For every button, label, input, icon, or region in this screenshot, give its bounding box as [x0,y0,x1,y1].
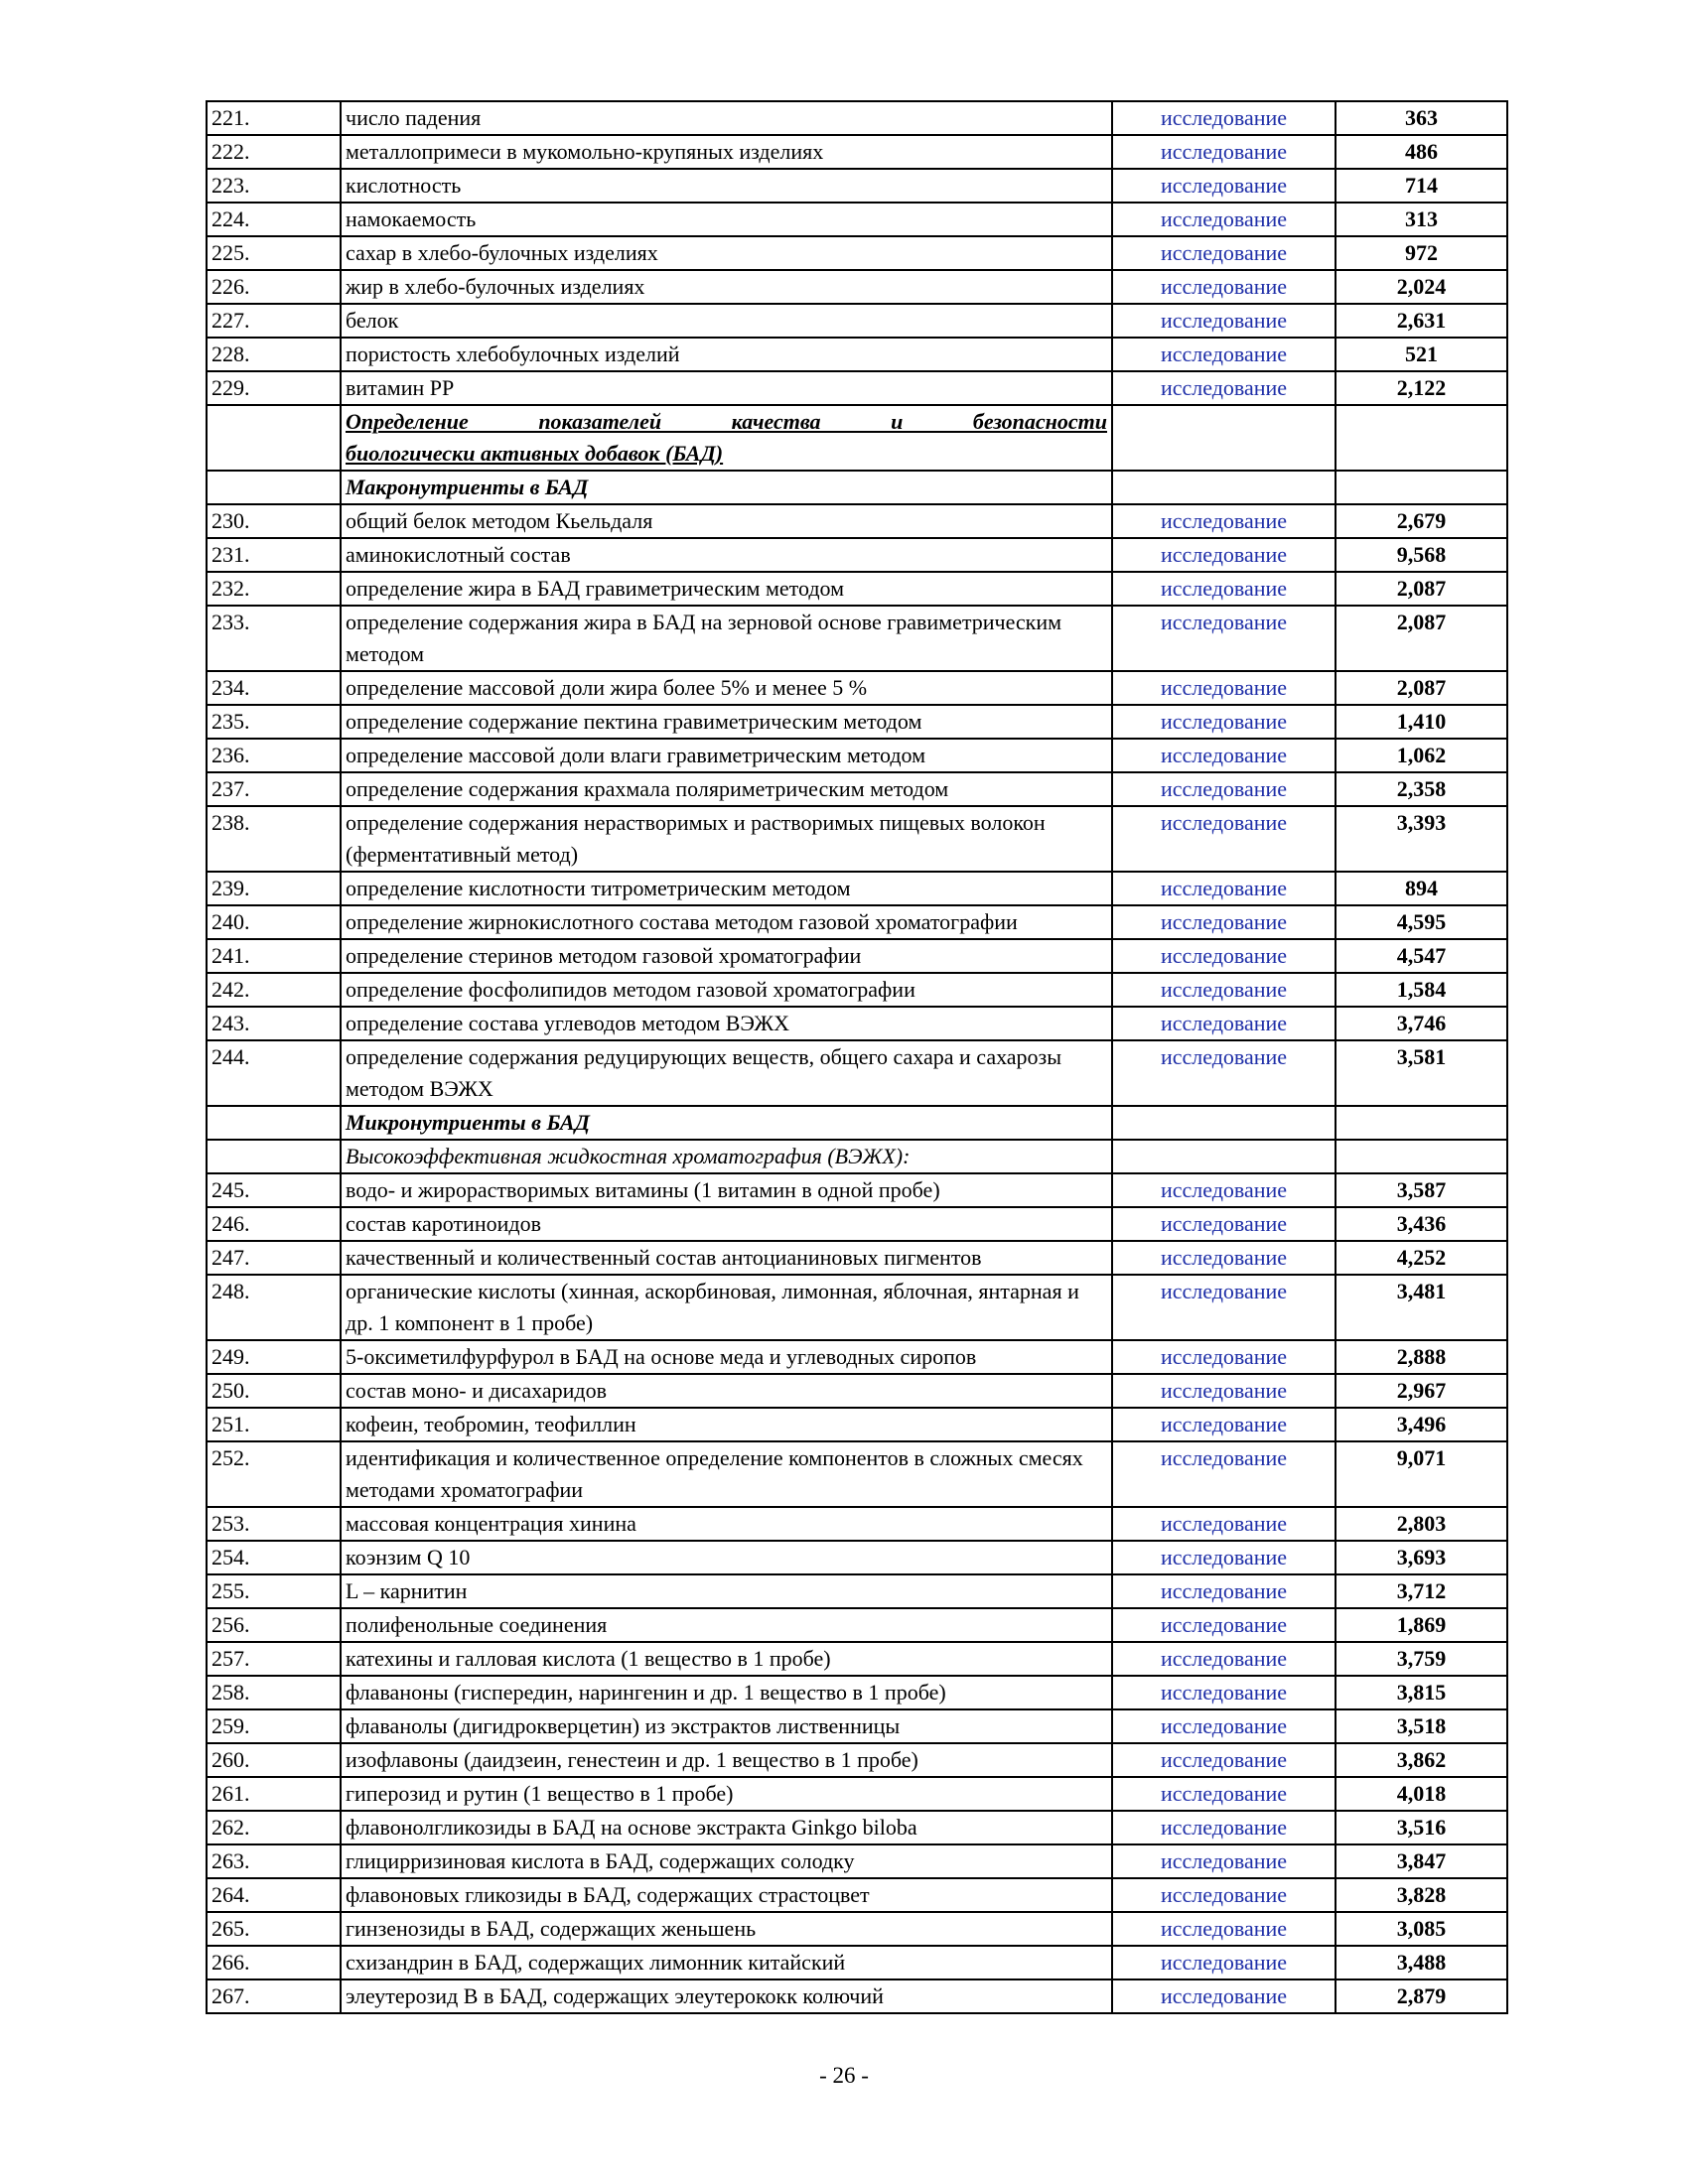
row-test-name: катехины и галловая кислота (1 вещество в 1 пробе) [341,1642,1112,1676]
table-row [207,1844,1507,1878]
rows-group-bakery [207,101,1507,405]
table-row [207,338,1507,371]
row-number: 264. [207,1878,341,1912]
row-number: 267. [207,1979,341,2013]
row-price: 2,888 [1336,1340,1507,1374]
section-bad-group [207,405,1507,504]
row-number: 263. [207,1844,341,1878]
row-test-name: определение содержания нерастворимых и растворимых пищевых волокон (ферментативный метод) [341,806,1112,872]
row-test-name: глицирризиновая кислота в БАД, содержащих солодку [341,1844,1112,1878]
table-row [207,1709,1507,1743]
section-micro-group [207,1106,1507,1173]
row-price: 2,358 [1336,772,1507,806]
table-cell-empty [1336,405,1507,471]
table-row [207,169,1507,203]
row-price: 2,087 [1336,606,1507,671]
row-price: 2,087 [1336,572,1507,606]
table-cell-empty [1112,1106,1336,1140]
table-row [207,1743,1507,1777]
row-price: 3,693 [1336,1541,1507,1574]
table-row [207,905,1507,939]
row-number: 261. [207,1777,341,1811]
section-row-bad [207,405,1507,471]
price-table [206,100,1508,2014]
row-unit: исследование [1112,606,1336,671]
row-price: 714 [1336,169,1507,203]
table-row [207,270,1507,304]
row-price: 3,518 [1336,1709,1507,1743]
row-number: 221. [207,101,341,135]
row-test-name: L – карнитин [341,1574,1112,1608]
row-number: 255. [207,1574,341,1608]
table-cell-empty [207,471,341,504]
row-test-name: элеутерозид В в БАД, содержащих элеутерококк колючий [341,1979,1112,2013]
row-number: 254. [207,1541,341,1574]
table-row [207,1408,1507,1441]
row-test-name: водо- и жирорастворимых витамины (1 витамин в одной пробе) [341,1173,1112,1207]
row-test-name: число падения [341,101,1112,135]
table-row [207,1241,1507,1275]
section-row-macro [207,471,1507,504]
table-row [207,671,1507,705]
section-heading-macro: Макронутриенты в БАД [341,471,1112,504]
row-test-name: полифенольные соединения [341,1608,1112,1642]
row-test-name: определение содержания крахмала поляриметрическим методом [341,772,1112,806]
row-test-name: определение кислотности титрометрическим методом [341,872,1112,905]
row-unit: исследование [1112,304,1336,338]
row-unit: исследование [1112,739,1336,772]
row-number: 240. [207,905,341,939]
row-test-name: определение массовой доли влаги гравиметрическим методом [341,739,1112,772]
row-number: 251. [207,1408,341,1441]
row-number: 238. [207,806,341,872]
row-price: 1,062 [1336,739,1507,772]
row-price: 4,018 [1336,1777,1507,1811]
row-test-name: органические кислоты (хинная, аскорбиновая, лимонная, яблочная, янтарная и др. 1 компонент в 1 пробе) [341,1275,1112,1340]
row-unit: исследование [1112,1608,1336,1642]
row-number: 224. [207,203,341,236]
row-number: 262. [207,1811,341,1844]
row-unit: исследование [1112,772,1336,806]
row-test-name: состав моно- и дисахаридов [341,1374,1112,1408]
row-number: 223. [207,169,341,203]
row-test-name: флавоновых гликозиды в БАД, содержащих страстоцвет [341,1878,1112,1912]
row-unit: исследование [1112,1912,1336,1946]
row-price: 2,631 [1336,304,1507,338]
row-unit: исследование [1112,1709,1336,1743]
row-unit: исследование [1112,1275,1336,1340]
row-number: 257. [207,1642,341,1676]
row-number: 265. [207,1912,341,1946]
row-price: 2,879 [1336,1979,1507,2013]
row-unit: исследование [1112,671,1336,705]
row-number: 229. [207,371,341,405]
row-price: 9,071 [1336,1441,1507,1507]
row-number: 242. [207,973,341,1007]
row-test-name: пористость хлебобулочных изделий [341,338,1112,371]
row-test-name: флавонолгликозиды в БАД на основе экстракта Ginkgo biloba [341,1811,1112,1844]
row-unit: исследование [1112,338,1336,371]
row-price: 3,393 [1336,806,1507,872]
table-row [207,1007,1507,1040]
row-price: 313 [1336,203,1507,236]
row-unit: исследование [1112,135,1336,169]
row-price: 521 [1336,338,1507,371]
table-row [207,1040,1507,1106]
row-price: 3,815 [1336,1676,1507,1709]
table-row [207,739,1507,772]
row-price: 4,547 [1336,939,1507,973]
row-number: 246. [207,1207,341,1241]
table-row [207,1574,1507,1608]
row-price: 2,122 [1336,371,1507,405]
row-test-name: определение массовой доли жира более 5% и менее 5 % [341,671,1112,705]
row-test-name: кофеин, теобромин, теофиллин [341,1408,1112,1441]
row-unit: исследование [1112,1541,1336,1574]
row-unit: исследование [1112,806,1336,872]
table-row [207,1979,1507,2013]
row-price: 2,087 [1336,671,1507,705]
row-test-name: определение жира в БАД гравиметрическим методом [341,572,1112,606]
row-price: 3,847 [1336,1844,1507,1878]
row-price: 3,759 [1336,1642,1507,1676]
table-row [207,135,1507,169]
row-price: 894 [1336,872,1507,905]
row-test-name: определение фосфолипидов методом газовой хроматографии [341,973,1112,1007]
row-price: 1,869 [1336,1608,1507,1642]
row-unit: исследование [1112,1007,1336,1040]
row-number: 250. [207,1374,341,1408]
row-number: 228. [207,338,341,371]
row-unit: исследование [1112,504,1336,538]
row-test-name: массовая концентрация хинина [341,1507,1112,1541]
row-number: 233. [207,606,341,671]
table-row [207,1946,1507,1979]
table-row [207,939,1507,973]
row-number: 222. [207,135,341,169]
row-test-name: металлопримеси в мукомольно-крупяных изделиях [341,135,1112,169]
row-unit: исследование [1112,872,1336,905]
row-test-name: витамин РР [341,371,1112,405]
row-number: 225. [207,236,341,270]
row-unit: исследование [1112,939,1336,973]
row-price: 363 [1336,101,1507,135]
table-row [207,705,1507,739]
section-heading-bad-line2: биологически активных добавок (БАД) [346,441,724,466]
section-heading-bad [341,405,1112,471]
table-row [207,772,1507,806]
row-test-name: аминокислотный состав [341,538,1112,572]
row-unit: исследование [1112,705,1336,739]
section-row-micro [207,1106,1507,1140]
row-number: 237. [207,772,341,806]
row-number: 247. [207,1241,341,1275]
table-row [207,1507,1507,1541]
section-heading-micro: Микронутриенты в БАД [341,1106,1112,1140]
row-unit: исследование [1112,1743,1336,1777]
table-cell-empty [207,405,341,471]
row-unit: исследование [1112,1241,1336,1275]
row-unit: исследование [1112,1340,1336,1374]
row-unit: исследование [1112,1408,1336,1441]
table-cell-empty [207,1140,341,1173]
row-price: 3,488 [1336,1946,1507,1979]
row-unit: исследование [1112,236,1336,270]
row-price: 3,862 [1336,1743,1507,1777]
row-number: 256. [207,1608,341,1642]
page-number: - 26 - [819,2063,869,2088]
row-test-name: флаваноны (гиспередин, нарингенин и др. 1 вещество в 1 пробе) [341,1676,1112,1709]
row-number: 245. [207,1173,341,1207]
row-number: 253. [207,1507,341,1541]
row-unit: исследование [1112,203,1336,236]
row-unit: исследование [1112,1844,1336,1878]
table-row [207,1541,1507,1574]
row-unit: исследование [1112,1811,1336,1844]
row-unit: исследование [1112,1173,1336,1207]
section-heading-hplc: Высокоэффективная жидкостная хроматография (ВЭЖХ): [341,1140,1112,1173]
row-price: 9,568 [1336,538,1507,572]
table-cell-empty [207,1106,341,1140]
row-number: 232. [207,572,341,606]
table-row [207,806,1507,872]
table-row [207,236,1507,270]
row-number: 236. [207,739,341,772]
row-price: 1,584 [1336,973,1507,1007]
table-row [207,1374,1507,1408]
row-number: 248. [207,1275,341,1340]
table-cell-empty [1336,1140,1507,1173]
row-unit: исследование [1112,1507,1336,1541]
section-heading-bad-line1: Определение показателей качества и безопасности [346,409,1107,434]
row-price: 3,436 [1336,1207,1507,1241]
row-number: 244. [207,1040,341,1106]
table-cell-empty [1336,471,1507,504]
row-price: 486 [1336,135,1507,169]
row-unit: исследование [1112,371,1336,405]
row-test-name: определение жирнокислотного состава методом газовой хроматографии [341,905,1112,939]
table-row [207,1207,1507,1241]
table-row [207,101,1507,135]
row-test-name: белок [341,304,1112,338]
table-cell-empty [1336,1106,1507,1140]
row-unit: исследование [1112,572,1336,606]
row-price: 2,679 [1336,504,1507,538]
table-row [207,1441,1507,1507]
row-price: 4,595 [1336,905,1507,939]
row-test-name: схизандрин в БАД, содержащих лимонник китайский [341,1946,1112,1979]
row-price: 3,496 [1336,1408,1507,1441]
row-number: 234. [207,671,341,705]
row-unit: исследование [1112,1374,1336,1408]
row-test-name: общий белок методом Кьельдаля [341,504,1112,538]
row-price: 3,828 [1336,1878,1507,1912]
row-test-name: качественный и количественный состав антоцианиновых пигментов [341,1241,1112,1275]
row-unit: исследование [1112,1642,1336,1676]
row-unit: исследование [1112,1777,1336,1811]
row-price: 2,967 [1336,1374,1507,1408]
table-row [207,1777,1507,1811]
row-number: 226. [207,270,341,304]
row-test-name: гиперозид и рутин (1 вещество в 1 пробе) [341,1777,1112,1811]
table-row [207,371,1507,405]
row-price: 3,587 [1336,1173,1507,1207]
row-test-name: состав каротиноидов [341,1207,1112,1241]
table-row [207,304,1507,338]
table-row [207,203,1507,236]
table-row [207,1811,1507,1844]
row-unit: исследование [1112,538,1336,572]
table-row [207,1676,1507,1709]
row-number: 227. [207,304,341,338]
row-number: 235. [207,705,341,739]
row-test-name: сахар в хлебо-булочных изделиях [341,236,1112,270]
row-unit: исследование [1112,169,1336,203]
row-number: 230. [207,504,341,538]
row-number: 259. [207,1709,341,1743]
row-unit: исследование [1112,1979,1336,2013]
row-price: 3,516 [1336,1811,1507,1844]
table-row [207,872,1507,905]
row-number: 260. [207,1743,341,1777]
row-unit: исследование [1112,1946,1336,1979]
row-test-name: кислотность [341,169,1112,203]
table-cell-empty [1112,471,1336,504]
row-unit: исследование [1112,905,1336,939]
row-number: 241. [207,939,341,973]
row-number: 243. [207,1007,341,1040]
row-test-name: определение содержания жира в БАД на зерновой основе гравиметрическим методом [341,606,1112,671]
row-unit: исследование [1112,973,1336,1007]
row-price: 2,024 [1336,270,1507,304]
row-test-name: флаванолы (дигидрокверцетин) из экстрактов лиственницы [341,1709,1112,1743]
row-test-name: определение стеринов методом газовой хроматографии [341,939,1112,973]
table-row [207,1608,1507,1642]
row-test-name: жир в хлебо-булочных изделиях [341,270,1112,304]
table-row [207,572,1507,606]
table-row [207,1912,1507,1946]
row-number: 231. [207,538,341,572]
row-test-name: 5-оксиметилфурфурол в БАД на основе меда и углеводных сиропов [341,1340,1112,1374]
row-number: 252. [207,1441,341,1507]
table-row [207,538,1507,572]
section-row-hplc [207,1140,1507,1173]
row-price: 3,712 [1336,1574,1507,1608]
row-unit: исследование [1112,1574,1336,1608]
row-price: 3,481 [1336,1275,1507,1340]
row-unit: исследование [1112,101,1336,135]
row-test-name: идентификация и количественное определение компонентов в сложных смесях методами хроматографии [341,1441,1112,1507]
row-number: 239. [207,872,341,905]
row-unit: исследование [1112,1441,1336,1507]
table-row [207,973,1507,1007]
table-row [207,1340,1507,1374]
row-test-name: изофлавоны (даидзеин, генестеин и др. 1 вещество в 1 пробе) [341,1743,1112,1777]
table-row [207,1173,1507,1207]
row-test-name: намокаемость [341,203,1112,236]
rows-group-macronutrients [207,504,1507,1106]
row-price: 4,252 [1336,1241,1507,1275]
row-price: 972 [1336,236,1507,270]
row-unit: исследование [1112,1676,1336,1709]
row-unit: исследование [1112,1207,1336,1241]
row-price: 3,746 [1336,1007,1507,1040]
row-test-name: определение содержание пектина гравиметрическим методом [341,705,1112,739]
row-unit: исследование [1112,1878,1336,1912]
table-row [207,1275,1507,1340]
row-test-name: определение состава углеводов методом ВЭЖХ [341,1007,1112,1040]
row-unit: исследование [1112,270,1336,304]
row-price: 3,581 [1336,1040,1507,1106]
table-row [207,1642,1507,1676]
row-number: 258. [207,1676,341,1709]
row-test-name: определение содержания редуцирующих веществ, общего сахара и сахарозы методом ВЭЖХ [341,1040,1112,1106]
row-unit: исследование [1112,1040,1336,1106]
table-row [207,1878,1507,1912]
row-price: 2,803 [1336,1507,1507,1541]
row-price: 1,410 [1336,705,1507,739]
row-number: 266. [207,1946,341,1979]
row-number: 249. [207,1340,341,1374]
row-price: 3,085 [1336,1912,1507,1946]
row-test-name: гинзенозиды в БАД, содержащих женьшень [341,1912,1112,1946]
rows-group-micronutrients [207,1173,1507,2013]
row-test-name: коэнзим Q 10 [341,1541,1112,1574]
table-cell-empty [1112,1140,1336,1173]
table-row [207,504,1507,538]
table-row [207,606,1507,671]
table-cell-empty [1112,405,1336,471]
